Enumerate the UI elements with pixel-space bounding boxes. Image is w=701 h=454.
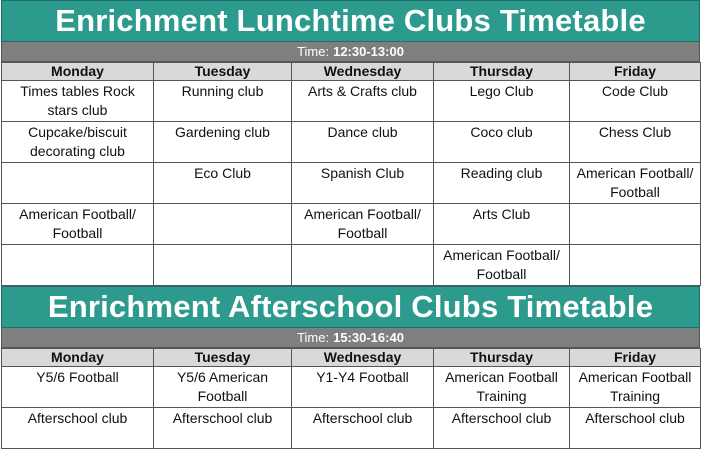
club-cell: Spanish Club: [292, 163, 434, 204]
lunchtime-title: Enrichment Lunchtime Clubs Timetable: [1, 0, 700, 42]
club-cell: Arts Club: [434, 204, 570, 245]
afterschool-time-bar: [1, 328, 700, 348]
afterschool-table: [1, 348, 701, 449]
table-row: [2, 408, 701, 449]
club-cell: American Football/ Football: [292, 204, 434, 245]
club-cell: [154, 245, 292, 286]
club-cell: Chess Club: [570, 122, 701, 163]
club-cell: Afterschool club: [2, 408, 154, 449]
club-cell: Reading club: [434, 163, 570, 204]
club-cell: [292, 245, 434, 286]
day-header: Friday: [570, 63, 701, 81]
club-cell: [570, 204, 701, 245]
club-cell: American Football Training: [434, 367, 570, 408]
day-header: Friday: [570, 349, 701, 367]
table-row: [2, 245, 701, 286]
afterschool-title: Enrichment Afterschool Clubs Timetable: [1, 286, 700, 328]
table-row: [2, 122, 701, 163]
afterschool-time-label: Time:: [297, 330, 330, 345]
day-header: Wednesday: [292, 349, 434, 367]
club-cell: Afterschool club: [434, 408, 570, 449]
club-cell: Lego Club: [434, 81, 570, 122]
club-cell: Code Club: [570, 81, 701, 122]
lunchtime-time-value: 12:30-13:00: [333, 44, 404, 59]
club-cell: Afterschool club: [570, 408, 701, 449]
club-cell: Running club: [154, 81, 292, 122]
club-cell: Arts & Crafts club: [292, 81, 434, 122]
club-cell: Coco club: [434, 122, 570, 163]
lunchtime-table: [1, 62, 701, 286]
day-header: Thursday: [434, 349, 570, 367]
lunchtime-time-label: Time:: [297, 44, 330, 59]
club-cell: [154, 204, 292, 245]
club-cell: American Football/ Football: [2, 204, 154, 245]
afterschool-time-value: 15:30-16:40: [333, 330, 404, 345]
table-row: [2, 163, 701, 204]
club-cell: Eco Club: [154, 163, 292, 204]
day-header: Tuesday: [154, 63, 292, 81]
club-cell: Y5/6 Football: [2, 367, 154, 408]
lunchtime-header-row: [2, 63, 701, 81]
table-row: [2, 367, 701, 408]
club-cell: [2, 245, 154, 286]
club-cell: Gardening club: [154, 122, 292, 163]
lunchtime-time-bar: [1, 42, 700, 62]
table-row: [2, 204, 701, 245]
club-cell: [2, 163, 154, 204]
club-cell: Dance club: [292, 122, 434, 163]
club-cell: Afterschool club: [292, 408, 434, 449]
club-cell: American Football/ Football: [434, 245, 570, 286]
day-header: Monday: [2, 349, 154, 367]
club-cell: Cupcake/biscuit decorating club: [2, 122, 154, 163]
table-row: [2, 81, 701, 122]
day-header: Thursday: [434, 63, 570, 81]
timetable-sheet: [1, 0, 700, 449]
club-cell: American Football/ Football: [570, 163, 701, 204]
club-cell: Y1-Y4 Football: [292, 367, 434, 408]
club-cell: Y5/6 American Football: [154, 367, 292, 408]
club-cell: American Football Training: [570, 367, 701, 408]
day-header: Monday: [2, 63, 154, 81]
club-cell: Times tables Rock stars club: [2, 81, 154, 122]
club-cell: [570, 245, 701, 286]
day-header: Wednesday: [292, 63, 434, 81]
day-header: Tuesday: [154, 349, 292, 367]
afterschool-header-row: [2, 349, 701, 367]
club-cell: Afterschool club: [154, 408, 292, 449]
